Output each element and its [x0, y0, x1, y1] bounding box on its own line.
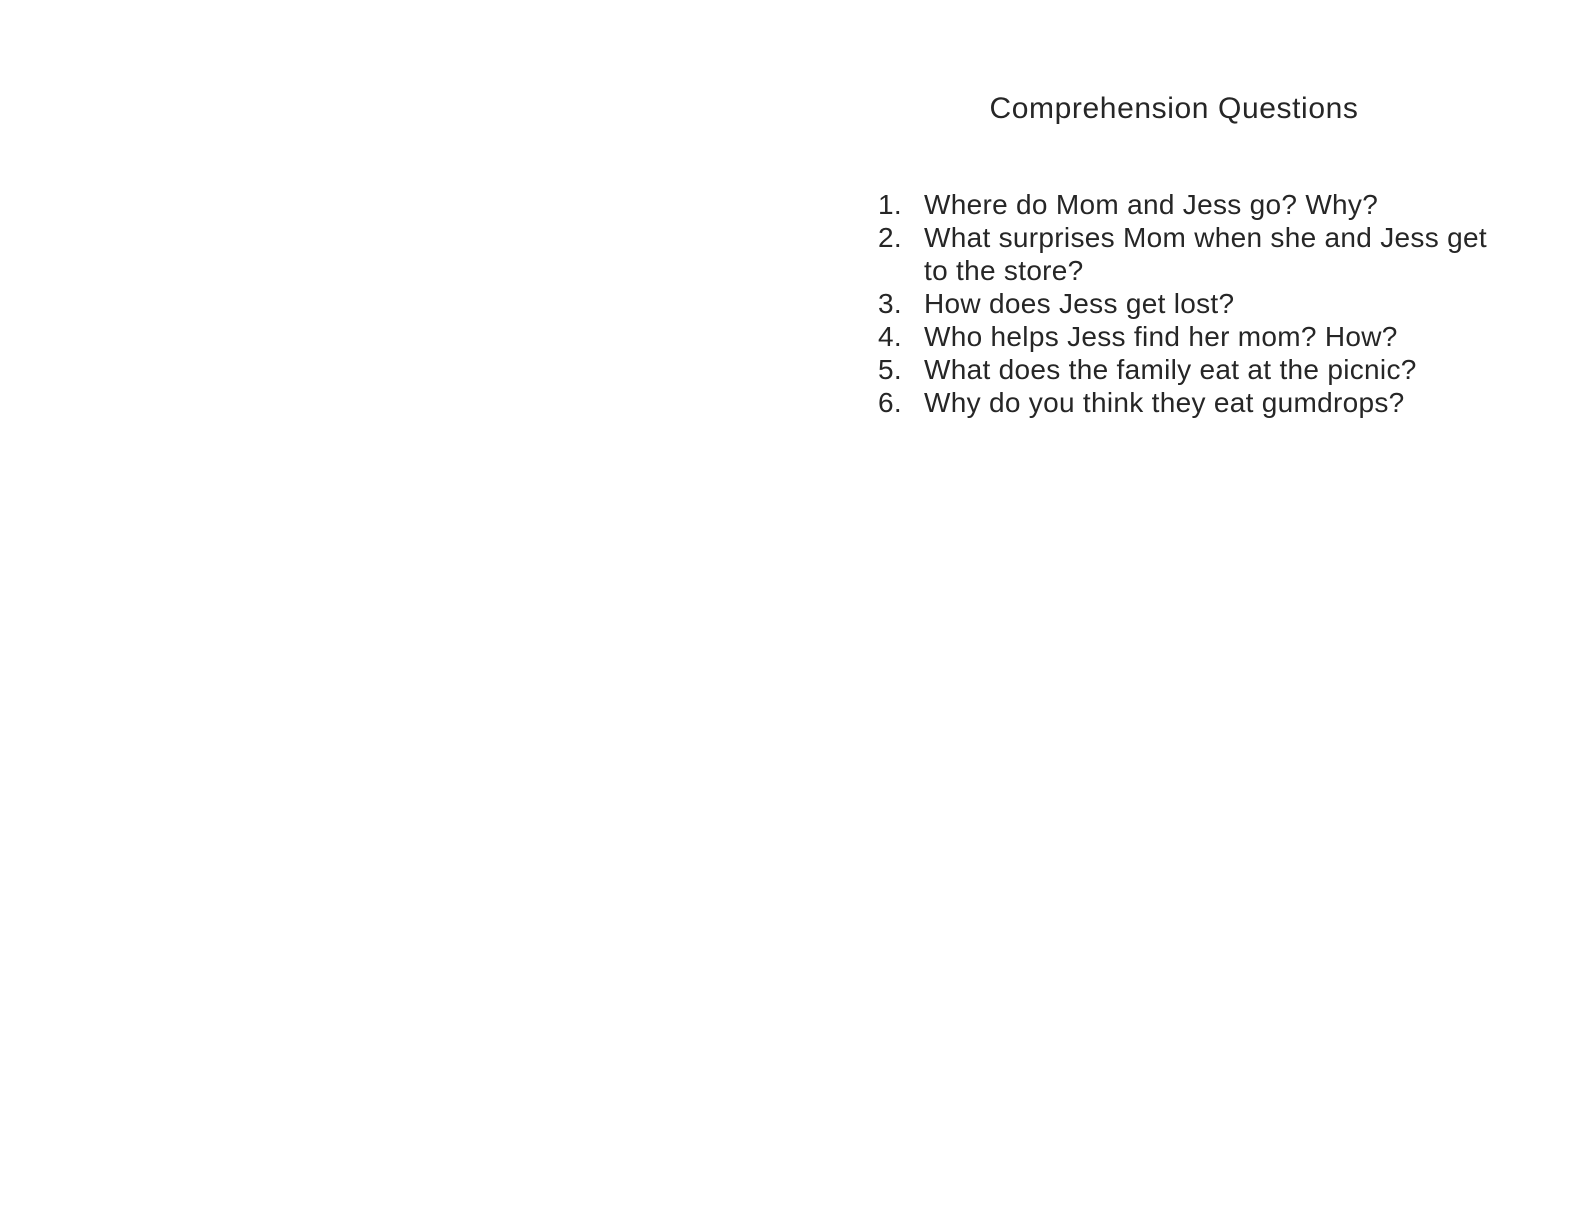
question-item	[878, 386, 1538, 419]
question-number: 4.	[878, 321, 902, 352]
question-number: 3.	[878, 288, 902, 319]
question-item	[878, 353, 1538, 386]
question-text	[924, 188, 1538, 221]
question-text	[924, 386, 1538, 419]
question-number: 5.	[878, 354, 902, 385]
question-item	[878, 188, 1538, 221]
question-item	[878, 320, 1538, 353]
question-number: 1.	[878, 189, 902, 220]
question-text	[924, 287, 1538, 320]
page-title: Comprehension Questions	[989, 92, 1359, 125]
question-text-line: What surprises Mom when she and Jess get	[924, 222, 1487, 253]
question-number: 6.	[878, 387, 902, 418]
question-text-line: Who helps Jess find her mom? How?	[924, 321, 1398, 352]
question-text-line: to the store?	[924, 255, 1084, 286]
question-text-line: How does Jess get lost?	[924, 288, 1235, 319]
question-text	[924, 320, 1538, 353]
question-item	[878, 287, 1538, 320]
question-text-line: What does the family eat at the picnic?	[924, 354, 1417, 385]
question-text	[924, 221, 1538, 287]
question-text	[924, 353, 1538, 386]
question-number: 2.	[878, 222, 902, 253]
question-list	[878, 188, 1538, 419]
question-text-line: Why do you think they eat gumdrops?	[924, 387, 1405, 418]
question-text-line: Where do Mom and Jess go? Why?	[924, 189, 1379, 220]
question-item	[878, 221, 1538, 287]
